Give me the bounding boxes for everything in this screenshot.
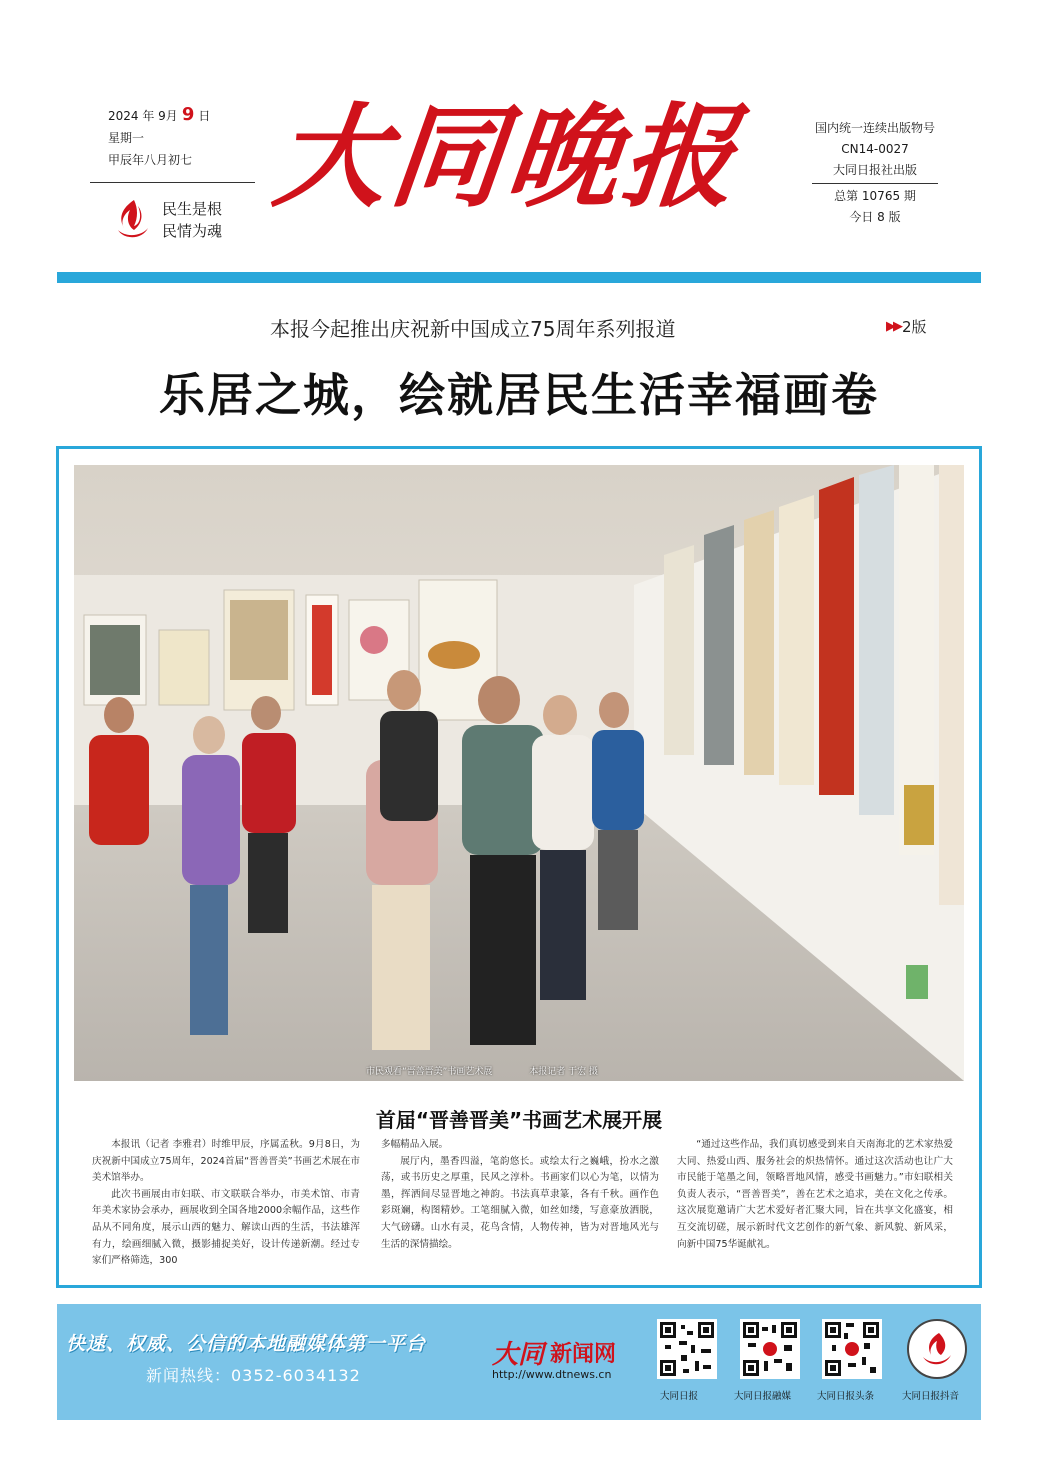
douyin-qr-icon[interactable] (907, 1319, 967, 1379)
page-reference-label: 2版 (902, 318, 927, 336)
article-paragraph: 多幅精品入展。 (381, 1139, 449, 1150)
article-column-2 (381, 1137, 659, 1253)
news-site-logo-mark: 大同 (492, 1340, 545, 1370)
double-arrow-icon: ▶▶ (886, 319, 900, 334)
nameplate-title: 大同晚报 (268, 92, 746, 223)
pub-line-publisher: 大同日报社出版 (832, 163, 917, 177)
exhibition-photo-image (74, 465, 964, 1081)
qr-label: 大同日报头条 (817, 1391, 875, 1402)
publication-info (800, 118, 950, 228)
qr-code-icon[interactable] (657, 1319, 717, 1379)
masthead-accent-bar (57, 272, 981, 283)
issue-date-prefix: 2024 年 9月 (108, 109, 178, 123)
article-paragraph: 展厅内，墨香四溢，笔韵悠长。或绘太行之巍峨，扮水之激荡，或书历史之厚重，民风之淳朴。书画家们以心为笔，以情为墨，挥洒间尽显晋地之神韵。书法真草隶篆，各有千秋。画作色彩斑斓，构图精妙。工笔细腻入微，如丝如缕，写意豪放洒脱，大气磅礴。山水有灵，花鸟含情，人物传神，皆为对晋地风光与生活的深情描绘。 (381, 1155, 659, 1250)
newspaper-nameplate (262, 88, 772, 238)
issue-weekday: 星期一 (108, 131, 145, 145)
slogan-line-1: 民生是根 (162, 200, 223, 218)
qr-label: 大同日报 (660, 1391, 699, 1402)
photo-caption-text: 市民观看“晋善晋美”书画艺术展 (366, 1067, 493, 1077)
page-reference-link[interactable] (886, 316, 927, 337)
exhibition-photo (74, 465, 964, 1081)
photo-caption (366, 1064, 632, 1077)
divider (812, 183, 938, 184)
lunar-date: 甲辰年八月初七 (108, 153, 193, 167)
douyin-logo-icon (909, 1321, 965, 1377)
qr-label: 大同日报抖音 (902, 1391, 960, 1402)
divider (90, 182, 255, 183)
pub-line-page-count: 今日 8 版 (849, 210, 901, 224)
qr-code-image (822, 1319, 882, 1379)
pub-line-issue-number: 总第 10765 期 (834, 189, 916, 203)
issue-date (108, 104, 258, 127)
slogan (112, 198, 222, 242)
qr-code-icon[interactable] (822, 1319, 882, 1379)
qr-code-image (740, 1319, 800, 1379)
pub-line-serial-label: 国内统一连续出版物号 (814, 121, 935, 135)
ad-tagline: 快速、权威、公信的本地融媒体第一平台 (66, 1333, 427, 1355)
story-subhead: 首届“晋善晋美”书画艺术展开展 (375, 1108, 663, 1132)
issue-date-block (108, 104, 258, 171)
news-site-name: 新闻网 (550, 1342, 617, 1367)
photo-credit: 本报记者 于宏 摄 (529, 1067, 598, 1077)
news-site-url[interactable]: http://www.dtnews.cn (492, 1368, 612, 1381)
qr-code-image (657, 1319, 717, 1379)
kicker-line: 本报今起推出庆祝新中国成立75周年系列报道 (270, 317, 676, 341)
issue-date-suffix: 日 (198, 109, 211, 123)
article-column-1 (92, 1137, 360, 1270)
qr-code-icon[interactable] (740, 1319, 800, 1379)
article-column-3 (677, 1137, 953, 1253)
article-paragraph: 此次书画展由市妇联、市文联联合举办，市美术馆、市青年美术家协会承办，画展收到全国各地2000余幅作品，这些作品从不同角度，展示山西的魅力、解读山西的生活，书法雄浑有力，绘画细腻入微，摄影捕捉美好，设计传递新潮。经过专家们严格筛选，300 (92, 1188, 360, 1267)
article-paragraph: 本报讯（记者 李雅君）时维甲辰，序属孟秋。9月8日，为庆祝新中国成立75周年，2024首届“晋善晋美”书画艺术展在市美术馆举办。 (92, 1139, 360, 1184)
article-paragraph: “通过这些作品，我们真切感受到来自天南海北的艺术家热爱大同、热爱山西、服务社会的炽热情怀。通过这次活动也让广大市民能于笔墨之间，领略晋地风情，感受书画魅力。”市妇联相关负责人表示，“晋善晋美”，善在艺术之追求，美在文化之传承。这次展览邀请广大艺术爱好者汇聚大同，旨在共享文化盛宴，相互交流切磋，展示新时代文艺创作的新气象、新风貌、新风采，向新中国75华诞献礼。 (677, 1139, 953, 1250)
ad-hotline: 新闻热线：0352-6034132 (146, 1366, 361, 1385)
slogan-line-2: 民情为魂 (162, 222, 223, 240)
issue-day: 9 (181, 104, 195, 125)
qr-label: 大同日报融媒 (734, 1391, 792, 1402)
pub-line-cn-number: CN14-0027 (841, 142, 909, 156)
main-headline: 乐居之城，绘就居民生活幸福画卷 (159, 368, 879, 422)
news-site-logo[interactable] (492, 1334, 616, 1371)
flame-logo-icon (112, 198, 152, 242)
